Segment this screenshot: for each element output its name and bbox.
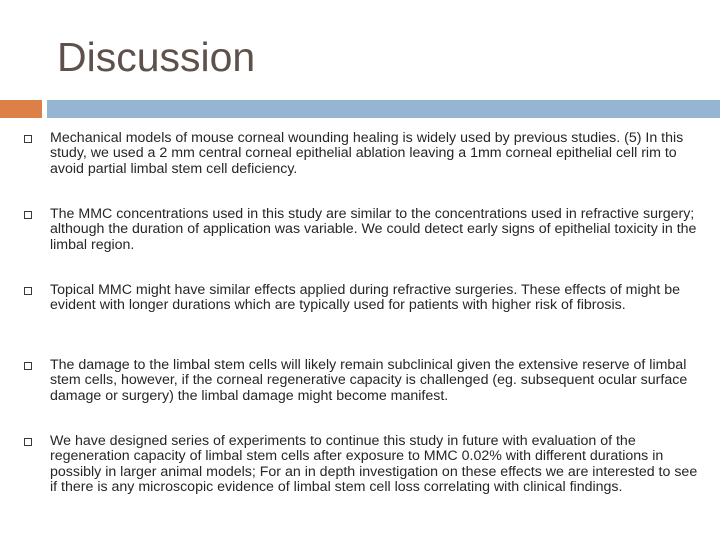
square-bullet-icon <box>24 438 32 446</box>
slide-title: Discussion <box>57 34 256 80</box>
square-bullet-icon <box>24 287 32 295</box>
bullet-text: Mechanical models of mouse corneal wounding healing is widely used by previous studies. (5) In this study, we used a 2 mm central corneal epithelial ablation leaving a 1mm corneal epithelial cell rim to avoid partial limbal stem cell deficiency. <box>50 130 684 177</box>
bullet-text: Topical MMC might have similar effects applied during refractive surgeries. These effects of might be evident with longer durations which are typically used for patients with higher risk of fibrosis. <box>50 282 681 314</box>
bullet-text: The damage to the limbal stem cells will likely remain subclinical given the extensive reserve of limbal stem cells, however, if the corneal regenerative capacity is challenged (eg. subsequent ocular surface damage or surgery) the limbal damage might become manifest. <box>50 357 688 404</box>
square-bullet-icon <box>24 135 32 143</box>
square-bullet-icon <box>24 362 32 370</box>
accent-bar-blue <box>47 100 720 118</box>
square-bullet-icon <box>24 211 32 219</box>
bullet-text: We have designed series of experiments to continue this study in future with evaluation of the regeneration capacity of limbal stem cells after exposure to MMC 0.02% with different durations in possibly in larger animal models; For an in depth investigation on these effects we are interested to see if there is any microscopic evidence of limbal stem cell loss correlating with clinical findings. <box>50 433 698 495</box>
bullet-text: The MMC concentrations used in this study are similar to the concentrations used in refractive surgery; although the duration of application was variable. We could detect early signs of epithelial toxicity in the limbal region. <box>50 206 697 253</box>
accent-bar-orange <box>0 100 42 118</box>
